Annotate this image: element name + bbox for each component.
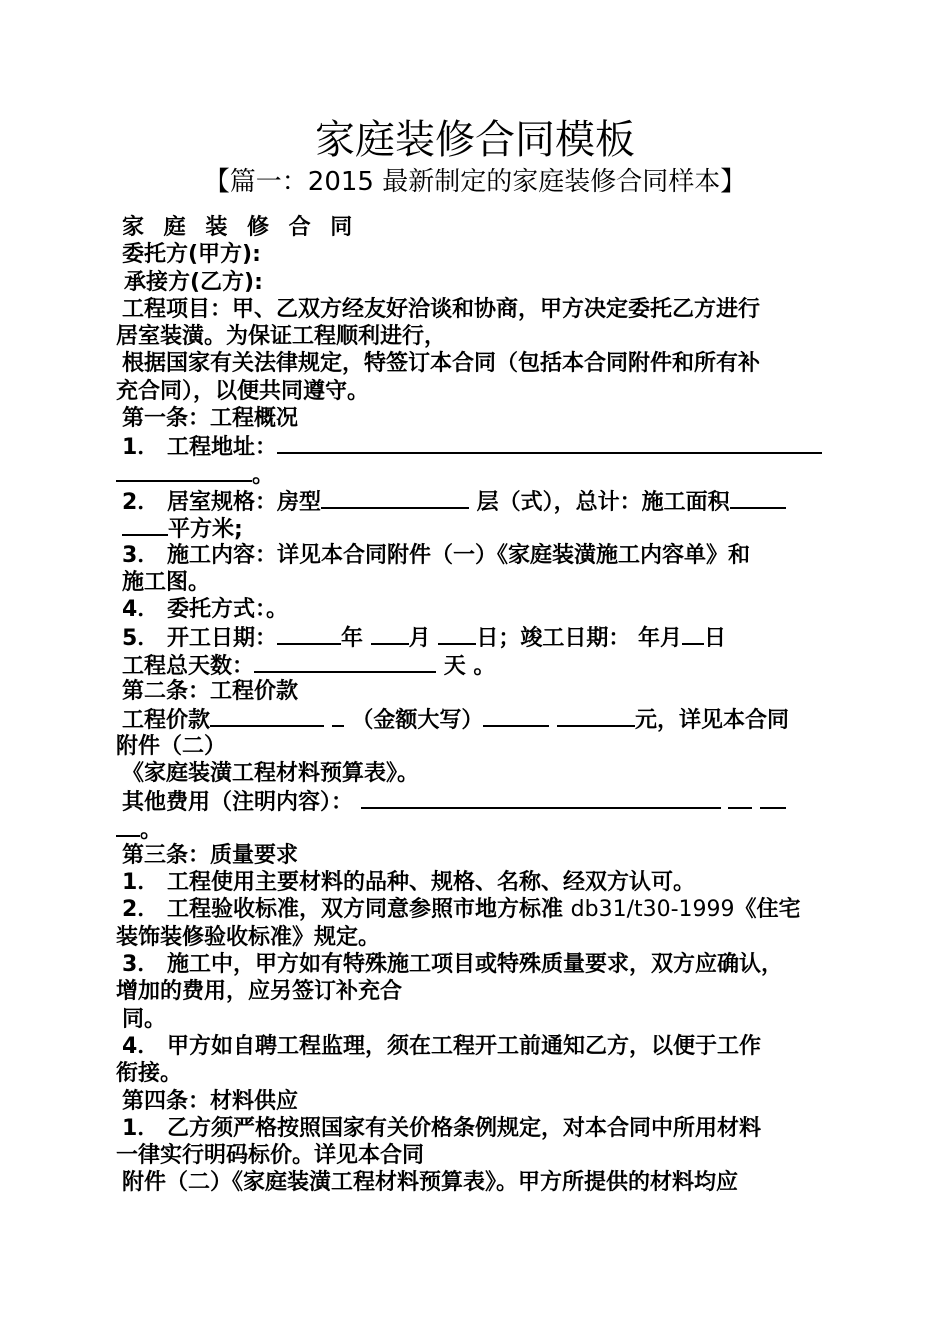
- total-days-label: 工程总天数：: [122, 653, 255, 679]
- start-year-blank: [277, 623, 341, 645]
- project-line-1: 工程项目：甲、乙双方经友好洽谈和协商，甲方决定委托乙方进行: [122, 296, 761, 322]
- quality-item-3-end: 同。: [122, 1006, 167, 1032]
- address-end: 。: [252, 462, 275, 488]
- quality-item-2-tail: 《住宅: [734, 897, 801, 923]
- quality-item-4: 4． 甲方如自聘工程监理，须在工程开工前通知乙方，以便于工作: [122, 1033, 761, 1059]
- month-label: 月: [408, 626, 431, 652]
- address-line: [116, 432, 836, 459]
- price-words-label: （金额大写）: [351, 708, 484, 734]
- other-fees-end: [116, 815, 836, 842]
- quality-item-2: [116, 896, 836, 923]
- document-subtitle: 【篇一：2015 最新制定的家庭装修合同样本】: [203, 167, 747, 197]
- quality-item-4-cont: 衔接。: [116, 1061, 183, 1087]
- day-label: 日: [704, 626, 727, 652]
- materials-item-1: 1． 乙方须严格按照国家有关价格条例规定，对本合同中所用材料: [122, 1115, 761, 1141]
- address-line-end: [116, 460, 836, 487]
- start-day-blank: [438, 623, 476, 645]
- quality-item-2-text: 2． 工程验收标准，双方同意参照市地方标准: [122, 897, 571, 923]
- contract-heading: 家 庭 装 修 合 同: [122, 215, 359, 240]
- area-blank: [730, 487, 786, 509]
- entrust-line: 4． 委托方式：。: [122, 597, 288, 623]
- address-blank: [277, 432, 822, 454]
- area-unit: 平方米;: [168, 517, 243, 543]
- materials-item-1-end: 附件（二）《家庭装潢工程材料预算表》。甲方所提供的材料均应: [122, 1170, 739, 1196]
- quality-item-2-cont: 装饰装修验收标准》规定。: [116, 924, 381, 950]
- price-blank-2: [332, 705, 344, 727]
- other-fees-period: 。: [140, 817, 163, 843]
- party-a-line: 委托方(甲方):: [122, 242, 261, 268]
- article-4-heading: 第四条：材料供应: [122, 1088, 299, 1114]
- law-line-2: 充合同），以便共同遵守。: [116, 378, 370, 404]
- other-fees-blank-2: [728, 787, 752, 809]
- end-day-blank: [682, 623, 704, 645]
- other-fees-blank: [361, 787, 721, 809]
- materials-item-1-cont: 一律实行明码标价。详见本合同: [116, 1143, 425, 1169]
- article-3-heading: 第三条：质量要求: [122, 842, 299, 868]
- price-label: 工程价款: [122, 708, 211, 734]
- quality-item-3-cont: 增加的费用，应另签订补充合: [116, 979, 403, 1005]
- quality-item-1: 1． 工程使用主要材料的品种、规格、名称、经双方认可。: [122, 870, 695, 896]
- end-date-label: 日；竣工日期： 年月: [476, 626, 683, 652]
- budget-table-line: 《家庭装潢工程材料预算表》。: [122, 760, 420, 786]
- area-blank-cont: [122, 514, 168, 536]
- article-2-heading: 第二条：工程价款: [122, 679, 299, 705]
- article-1-heading: 第一条：工程概况: [122, 406, 299, 432]
- address-label: 1． 工程地址：: [122, 435, 277, 461]
- scope-line-1: 3． 施工内容：详见本合同附件（一）《家庭装潢施工内容单》和: [122, 542, 750, 568]
- room-spec-line: [116, 487, 836, 514]
- law-line-1: 根据国家有关法律规定，特签订本合同（包括本合同附件和所有补: [122, 351, 761, 377]
- contract-body: [116, 214, 836, 1197]
- project-line-2: 居室装潢。为保证工程顺利进行，: [116, 324, 447, 350]
- total-days-unit: 天 。: [443, 653, 496, 679]
- other-fees-line: [116, 787, 836, 814]
- party-b-line: 承接方(乙方):: [124, 269, 263, 295]
- document-title: 家庭装修合同模板: [315, 117, 635, 163]
- other-fees-blank-4: [116, 815, 140, 837]
- start-date-label: 5． 开工日期：: [122, 626, 277, 652]
- dates-line: [116, 623, 836, 650]
- other-fees-label: 其他费用（注明内容）：: [122, 790, 354, 816]
- room-spec-label: 2． 居室规格：房型: [122, 489, 321, 515]
- year-label: 年: [340, 626, 363, 652]
- start-month-blank: [371, 623, 409, 645]
- total-days-blank: [254, 651, 436, 673]
- quality-item-3: 3． 施工中，甲方如有特殊施工项目或特殊质量要求，双方应确认，: [122, 952, 783, 978]
- price-words-blank: [483, 705, 549, 727]
- other-fees-blank-3: [760, 787, 786, 809]
- standard-code: db31/t30-1999: [570, 897, 735, 923]
- room-spec-mid: 层（式），总计：施工面积: [476, 489, 730, 515]
- price-unit: 元，详见本合同: [635, 708, 790, 734]
- price-blank: [210, 705, 324, 727]
- price-line-2: 附件（二）: [116, 733, 227, 759]
- scope-line-2: 施工图。: [122, 569, 211, 595]
- room-type-blank: [321, 487, 469, 509]
- room-spec-line-2: [116, 514, 836, 541]
- total-days-line: [116, 651, 836, 678]
- price-amount-blank: [557, 705, 635, 727]
- address-blank-cont: [116, 460, 252, 482]
- price-line: [116, 705, 836, 732]
